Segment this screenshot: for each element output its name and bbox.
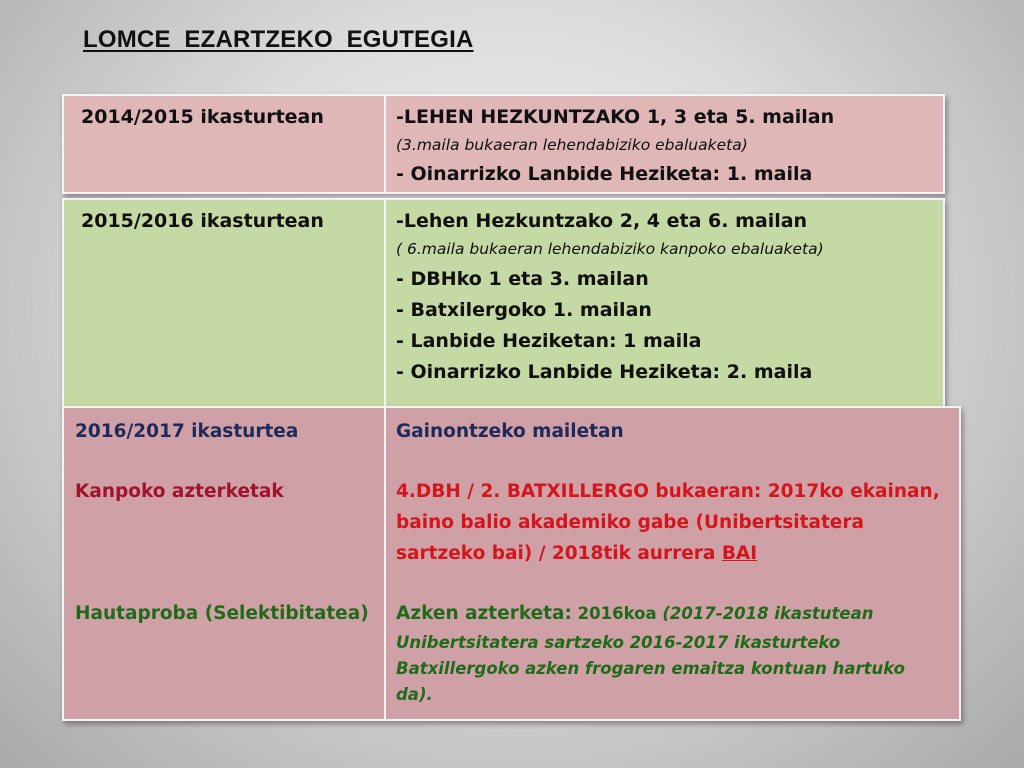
final-exam-note: Batxillergoko azken frogaren emaitza kontuan hartuko xyxy=(396,659,906,678)
detail-line: - DBHko 1 eta 3. mailan xyxy=(396,268,649,290)
calendar-row-2015-2016 xyxy=(62,198,945,408)
detail-line: - Oinarrizko Lanbide Heziketa: 1. maila xyxy=(396,163,813,185)
external-exam-line xyxy=(396,543,757,564)
year-cell xyxy=(64,96,386,192)
final-exam-year: 2016koa xyxy=(571,604,663,623)
year-label: 2016/2017 ikasturtea xyxy=(75,421,299,442)
page-title: LOMCE EZARTZEKO EGUTEGIA xyxy=(83,26,474,53)
details-cell xyxy=(386,408,959,719)
year-cell xyxy=(64,200,386,406)
final-exam-line xyxy=(396,603,874,624)
external-exams-label: Kanpoko azterketak xyxy=(75,481,284,502)
bai-underlined: BAI xyxy=(721,543,758,564)
year-cell xyxy=(64,408,386,719)
details-cell xyxy=(386,96,943,192)
detail-line: - Batxilergoko 1. mailan xyxy=(396,299,652,321)
final-exam-note: (2017-2018 ikastutean xyxy=(662,604,874,623)
detail-line: -LEHEN HEZKUNTZAKO 1, 3 eta 5. mailan xyxy=(396,106,835,128)
calendar-row-2016-2017 xyxy=(62,406,961,721)
detail-line: - Lanbide Heziketan: 1 maila xyxy=(396,330,702,352)
calendar-row-2014-2015 xyxy=(62,94,945,194)
external-exam-text: sartzeko bai) / 2018tik aurrera xyxy=(396,543,722,564)
details-cell xyxy=(386,200,943,406)
external-exam-line: baino balio akademiko gabe (Unibertsitatera xyxy=(396,512,864,533)
external-exam-line: 4.DBH / 2. BATXILLERGO bukaeran: 2017ko ekainan, xyxy=(396,481,940,502)
final-exam-note: Unibertsitatera sartzeko 2016-2017 ikasturteko xyxy=(396,633,841,652)
year-label: 2014/2015 ikasturtean xyxy=(81,106,324,128)
detail-line: - Oinarrizko Lanbide Heziketa: 2. maila xyxy=(396,361,813,383)
selectivity-label: Hautaproba (Selektibitatea) xyxy=(75,603,369,624)
detail-note: (3.maila bukaeran lehendabiziko ebaluaketa) xyxy=(396,136,748,154)
year-label: 2015/2016 ikasturtean xyxy=(81,210,324,232)
detail-line: -Lehen Hezkuntzako 2, 4 eta 6. mailan xyxy=(396,210,808,232)
detail-note: ( 6.maila bukaeran lehendabiziko kanpoko ebaluaketa) xyxy=(396,240,824,258)
final-exam-note: da). xyxy=(396,685,433,704)
other-levels-text: Gainontzeko mailetan xyxy=(396,421,624,442)
final-exam-label: Azken azterketa: xyxy=(396,603,572,624)
